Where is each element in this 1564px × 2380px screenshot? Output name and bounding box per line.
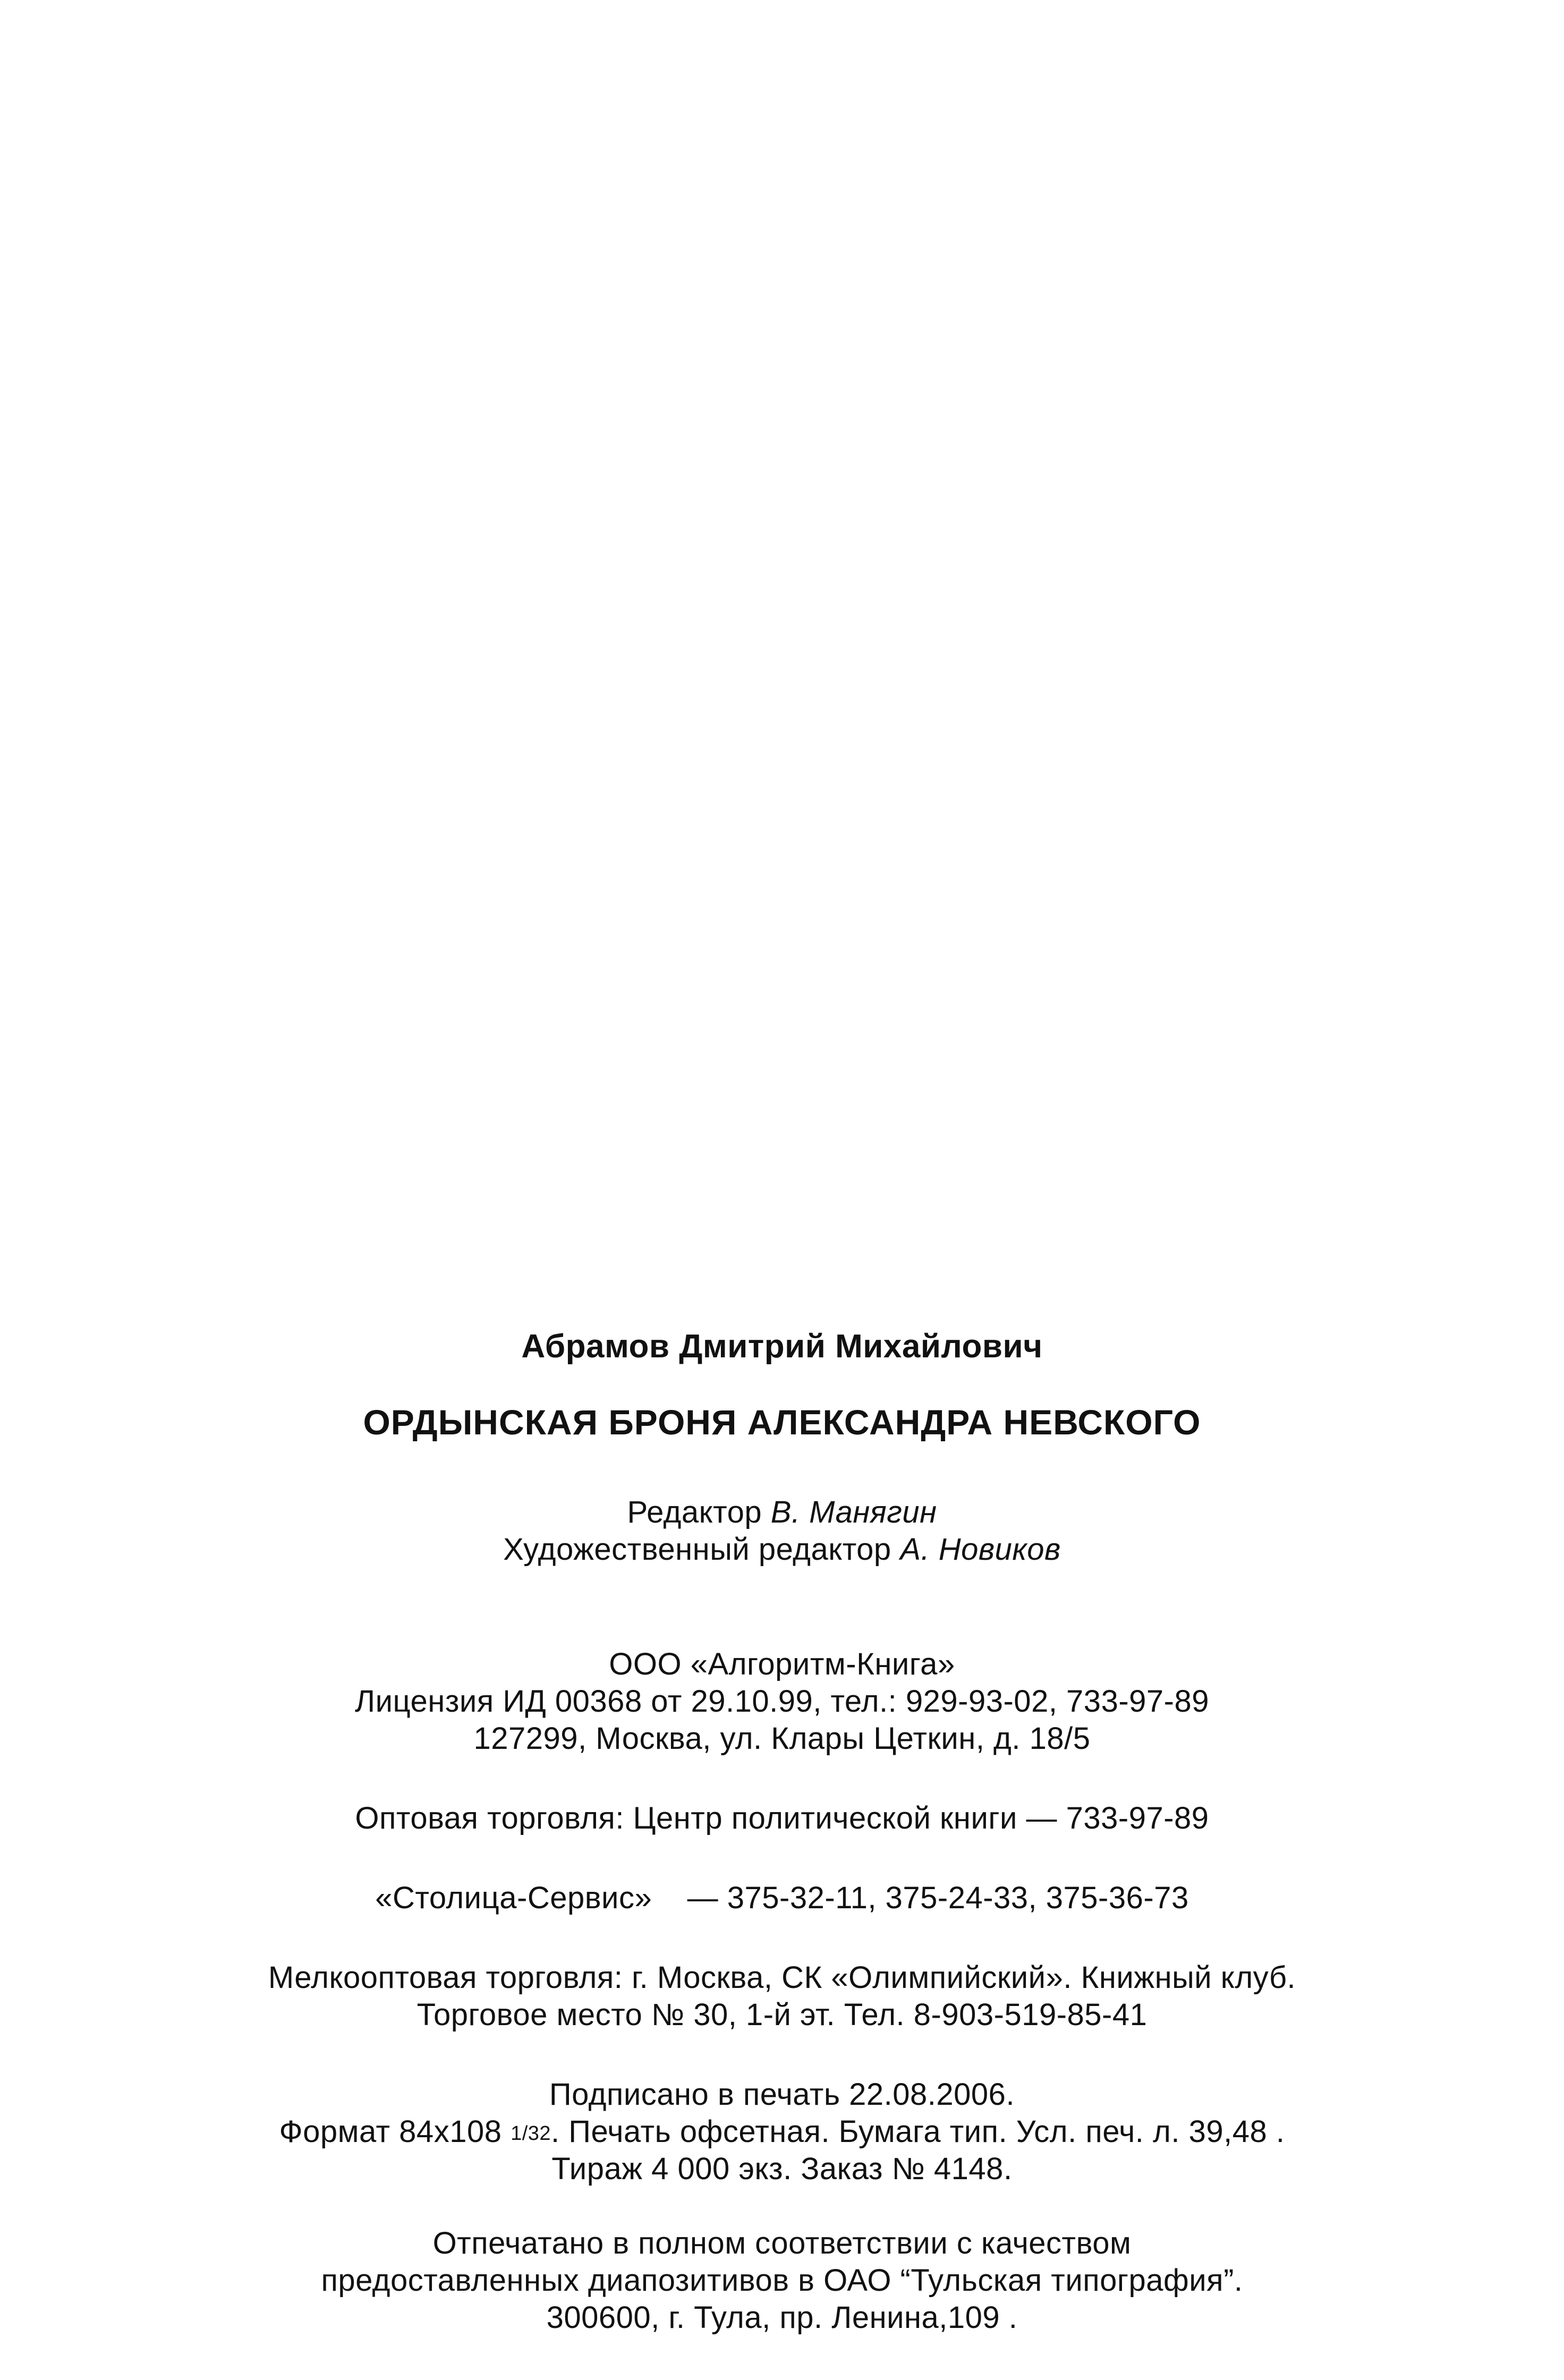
art-editor-line bbox=[0, 1532, 1564, 1567]
format-suffix: . Печать офсетная. Бумага тип. Усл. печ. л. 39,48 . bbox=[551, 2114, 1285, 2149]
printer-address: 300600, г. Тула, пр. Ленина,109 . bbox=[546, 2300, 1018, 2335]
book-title: ОРДЫНСКАЯ БРОНЯ АЛЕКСАНДРА НЕВСКОГО bbox=[363, 1402, 1201, 1442]
stolitsa-service-line: «Столица-Сервис» — 375-32-11, 375-24-33, 375-36-73 bbox=[375, 1881, 1189, 1915]
wholesale-line: Оптовая торговля: Центр политической книги — 733-97-89 bbox=[355, 1801, 1209, 1835]
trade-place-line: Торговое место № 30, 1-й эт. Тел. 8-903-519-85-41 bbox=[416, 1998, 1148, 2032]
printer-line-1: Отпечатано в полном соответствии с качеством bbox=[432, 2226, 1132, 2260]
editor-line bbox=[0, 1495, 1564, 1530]
signed-to-print: Подписано в печать 22.08.2006. bbox=[549, 2077, 1015, 2112]
small-wholesale-line: Мелкооптовая торговля: г. Москва, СК «Олимпийский». Книжный клуб. bbox=[268, 1960, 1296, 1995]
publisher-name: ООО «Алгоритм-Книга» bbox=[609, 1647, 955, 1681]
format-prefix: Формат 84х108 bbox=[279, 2114, 511, 2149]
format-fraction: 1/32 bbox=[511, 2122, 551, 2145]
editor-role: Редактор bbox=[627, 1495, 762, 1529]
publisher-address: 127299, Москва, ул. Клары Цеткин, д. 18/5 bbox=[473, 1721, 1091, 1756]
art-editor-role: Художественный редактор bbox=[503, 1532, 891, 1567]
print-run-line: Тираж 4 000 экз. Заказ № 4148. bbox=[551, 2152, 1013, 2186]
author-name: Абрамов Дмитрий Михайлович bbox=[521, 1328, 1043, 1365]
format-line bbox=[0, 2114, 1564, 2151]
printer-line-2: предоставленных диапозитивов в ОАО “Тульская типография”. bbox=[321, 2263, 1243, 2298]
editor-name: В. Манягин bbox=[770, 1495, 937, 1529]
art-editor-name: А. Новиков bbox=[900, 1532, 1061, 1567]
publisher-license: Лицензия ИД 00368 от 29.10.99, тел.: 929-93-02, 733-97-89 bbox=[355, 1684, 1209, 1719]
